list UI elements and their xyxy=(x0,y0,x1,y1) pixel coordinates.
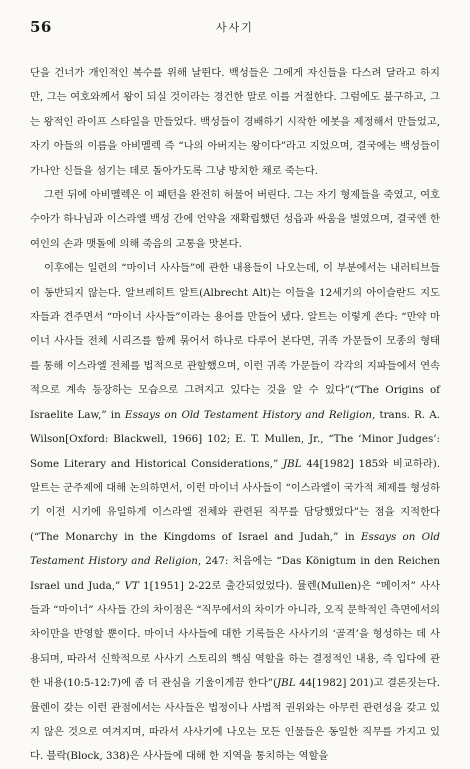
text-run: 1[1951] 2-22로 출간되었었다). 뮬렌(Mullen)은 “메이저” 사사들과 “마이너” 사사들 간의 차이점은 “직무에서의 차이가 아니라, 오직 문학적인 측면에서의 차이만을 반영할 뿐이다. 마이너 사사들에 대한 기록들은 사사기의 ‘골격’을 형성하는 데 사용되며, 따라서 신학적으로 사사기 스토리의 핵심 역할을 하는 결정적인 내용, 즉 입다에 관한 내용(10:5-12:7)에 좀 더 관심을 기울이게끔 한다”( xyxy=(30,579,440,690)
text-run: 44[1982] 201)고 결론짓는다. 뮬렌이 갖는 이런 관점에서는 사사들은 법정이나 사법적 권위와는 아무런 관련성을 갖고 있지 않은 것으로 여겨지며, 따라서 사사기에 나오는 모든 인물들은 동일한 직무를 가지고 있다. 블락(Block, 338)은 사사들에 대해 한 지역을 통치하는 역할을 xyxy=(30,677,440,763)
paragraph xyxy=(30,61,440,183)
italic-citation: JBL xyxy=(283,457,302,470)
italic-citation: Essays on Old Testament History and Religion xyxy=(124,408,373,421)
italic-citation: Essays on Old Testament History and Religion xyxy=(30,530,440,568)
text-run: , trans. R. A. Wilson[Oxford: Blackwell, 1966] 102; E. T. Mullen, Jr., “The ‘Minor Judges’: Some Literary and Historical Considerations,” xyxy=(30,408,440,470)
text-run: , 247: 처음에는 “Das Königtum in den Reichen Israel und Juda,” xyxy=(30,555,440,592)
page-number: 56 xyxy=(30,18,52,36)
text-run: 그런 뒤에 아비멜렉은 이 패턴을 완전히 허물어 버린다. 그는 자기 형제들을 죽였고, 여호수아가 하나님과 이스라엘 백성 간에 언약을 재확립했던 성읍과 싸움을 벌였으며, 결국엔 한 여인의 손과 맷돌에 의해 죽음의 고통을 맛본다. xyxy=(30,189,440,250)
text-run: 단을 건너가 개인적인 복수를 위해 날뛴다. 백성들은 그에게 자신들을 다스려 달라고 하지만, 그는 여호와께서 왕이 되실 것이라는 경건한 말로 이를 거절한다. 그럼에도 불구하고, 그는 왕적인 라이프 스타일을 만들었다. 백성들이 경배하기 시작한 에봇을 제정해서 만들었고, 자기 아들의 이름을 아비멜렉 즉 “나의 아버지는 왕이다”라고 지었으며, 결국에는 백성들이 가나안 신들을 섬기는 데로 돌아가도록 그냥 방치한 채로 죽는다. xyxy=(30,67,441,177)
paragraph xyxy=(30,183,440,256)
text-run: 44[1982] 185와 비교하라). 알트는 군주제에 대해 논의하면서, 이런 마이너 사사들이 “이스라엘이 국가적 체제를 형성하기 이전 시기에 유일하게 이스라엘 전체와 관련된 직무를 담당했었다”는 점을 지적한다(“The Monarchy in the Kingdoms of Israel and Judah,” in xyxy=(30,457,440,543)
page-header xyxy=(30,18,440,40)
text-run: 이후에는 일련의 “마이너 사사들”에 관한 내용들이 나오는데, 이 부분에서는 내러티브들이 동반되지 않는다. 알브레히트 알트(Albrecht Alt)는 이들을 12세기의 아이슬란드 지도자들과 견주면서 “마이너 사사들”이라는 용어를 만들어 냈다. 알트는 이렇게 쓴다: “만약 마이너 사사들 전체 시리즈를 함께 묶어서 하나로 다루어 본다면, 귀족 가문들이 모종의 형태를 통해 이스라엘 전체를 법적으로 관할했으며, 이런 귀족 가문들이 각각의 지파들에서 연속적으로 계속 등장하는 모습으로 그려지고 있다는 것을 알 수 있다”(“The Origins of Israelite Law,” in xyxy=(30,262,440,421)
running-title: 사사기 xyxy=(216,21,254,34)
italic-citation: JBL xyxy=(277,677,296,690)
paragraph xyxy=(30,256,440,769)
italic-citation: VT xyxy=(124,579,139,592)
body-text xyxy=(30,61,440,769)
